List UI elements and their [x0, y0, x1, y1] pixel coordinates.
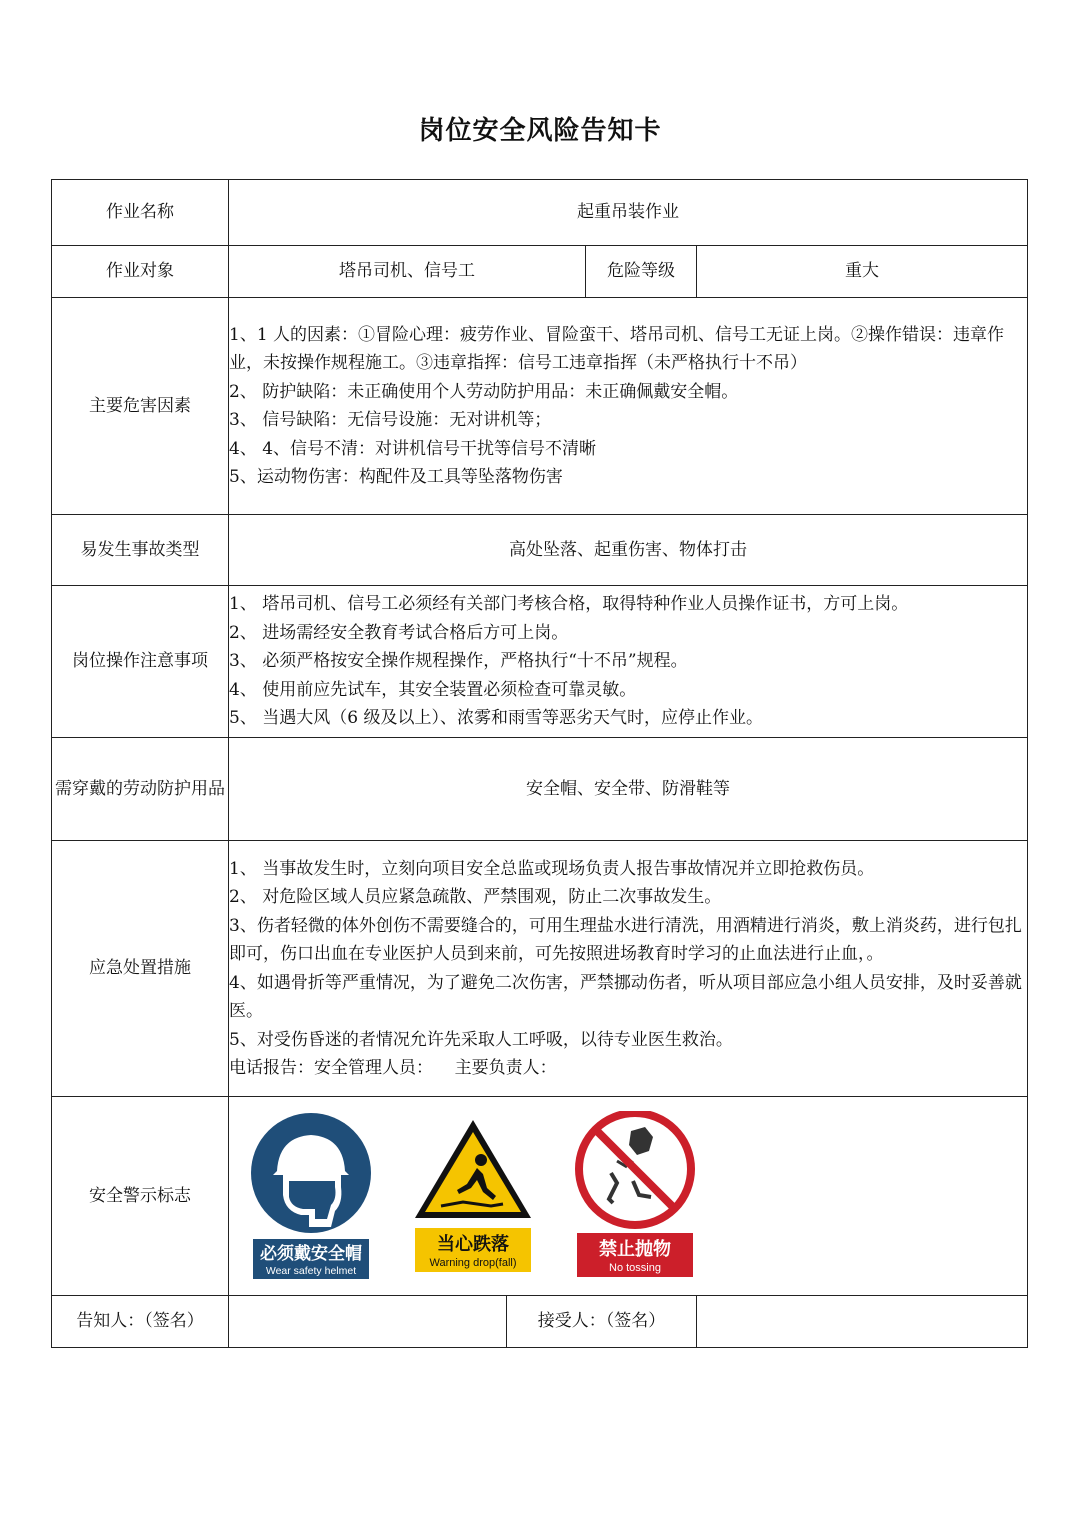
emergency-line: 3、伤者轻微的体外创伤不需要缝合的，可用生理盐水进行清洗，用酒精进行消炎，敷上消炎药，进行包扎即可，伤口出血在专业医护人员到来前，可先按照进场教育时学习的止血法进行止血，。: [229, 915, 1022, 964]
sign-label-en: Warning drop(fall): [429, 1257, 517, 1269]
job-name-value: 起重吊装作业: [229, 180, 1028, 246]
signs-label: 安全警示标志: [52, 1097, 229, 1296]
row-job-name: [52, 180, 1028, 246]
sign-no-tossing: [573, 1111, 697, 1281]
sign-label-cn: 当心跌落: [437, 1234, 509, 1255]
row-ppe: [52, 738, 1028, 841]
hazards-content: [229, 298, 1028, 515]
helmet-mandatory-icon: [249, 1111, 373, 1281]
emergency-content: [229, 841, 1028, 1097]
risk-level-label: 危险等级: [586, 246, 697, 298]
emergency-line: 2、 对危险区域人员应紧急疏散、严禁围观，防止二次事故发生。: [229, 887, 722, 907]
precaution-line: 4、 使用前应先试车，其安全装置必须检查可靠灵敏。: [229, 679, 637, 700]
sign-label-cn: 必须戴安全帽: [260, 1244, 362, 1264]
sign-warning-fall: [411, 1116, 535, 1276]
row-emergency: [52, 841, 1028, 1097]
precautions-label: 岗位操作注意事项: [52, 586, 229, 738]
row-job-target: [52, 246, 1028, 298]
ppe-value: 安全帽、安全带、防滑鞋等: [229, 738, 1028, 841]
receiver-label: 接受人：（签名）: [507, 1296, 697, 1348]
job-name-label: 作业名称: [52, 180, 229, 246]
emergency-label: 应急处置措施: [52, 841, 229, 1097]
accidents-label: 易发生事故类型: [52, 515, 229, 586]
fall-warning-icon: [411, 1116, 535, 1276]
emergency-line: 5、对受伤昏迷的者情况允许先采取人工呼吸，以待专业医生救治。: [229, 1029, 733, 1050]
emergency-line: 4、如遇骨折等严重情况，为了避免二次伤害，严禁挪动伤者，听从项目部应急小组人员安排，及时妥善就医。: [229, 972, 1022, 1021]
emergency-line: 1、 当事故发生时，立刻向项目安全总监或现场负责人报告事故情况并立即抢救伤员。: [229, 858, 875, 879]
page-title: 岗位安全风险告知卡: [418, 116, 662, 146]
job-target-value: 塔吊司机、信号工: [229, 246, 586, 298]
hazard-line: 4、 4、信号不清：对讲机信号干扰等信号不清晰: [229, 438, 597, 459]
sign-label-cn: 禁止抛物: [599, 1239, 671, 1260]
hazards-label: 主要危害因素: [52, 298, 229, 515]
receiver-signature-field[interactable]: [697, 1296, 1028, 1348]
precaution-line: 2、 进场需经安全教育考试合格后方可上岗。: [229, 622, 569, 643]
sign-wear-helmet: [249, 1111, 373, 1281]
row-signs: [52, 1097, 1028, 1296]
precautions-content: [229, 586, 1028, 738]
notifier-signature-field[interactable]: [229, 1296, 507, 1348]
emergency-line: 电话报告：安全管理人员： 主要负责人：: [229, 1058, 557, 1078]
ppe-label: 需穿戴的劳动防护用品: [52, 738, 229, 841]
hazard-line: 5、运动物伤害：构配件及工具等坠落物伤害: [229, 467, 563, 487]
precaution-line: 1、 塔吊司机、信号工必须经有关部门考核合格，取得特种作业人员操作证书，方可上岗。: [229, 594, 909, 615]
accidents-value: 高处坠落、起重伤害、物体打击: [229, 515, 1028, 586]
precaution-line: 3、 必须严格按安全操作规程操作，严格执行“十不吊”规程。: [229, 651, 688, 672]
risk-level-value: 重大: [697, 246, 1028, 298]
row-precautions: [52, 586, 1028, 738]
signs-content: [229, 1097, 1028, 1296]
job-target-label: 作业对象: [52, 246, 229, 298]
hazard-line: 3、 信号缺陷：无信号设施：无对讲机等；: [229, 410, 552, 430]
no-tossing-icon: [573, 1111, 697, 1281]
sign-label-en: Wear safety helmet: [265, 1265, 357, 1277]
hazard-line: 2、 防护缺陷：未正确使用个人劳动防护用品：未正确佩戴安全帽。: [229, 381, 739, 402]
risk-notice-table: [51, 179, 1028, 1348]
notifier-label: 告知人：（签名）: [52, 1296, 229, 1348]
row-accidents: [52, 515, 1028, 586]
sign-label-en: No tossing: [609, 1262, 661, 1274]
row-signature: [52, 1296, 1028, 1348]
precaution-line: 5、 当遇大风（6 级及以上）、浓雾和雨雪等恶劣天气时，应停止作业。: [229, 708, 763, 729]
row-hazards: [52, 298, 1028, 515]
hazard-line: 1、1 人的因素：①冒险心理：疲劳作业、冒险蛮干、塔吊司机、信号工无证上岗。②操作错误：违章作业，未按操作规程施工。③违章指挥：信号工违章指挥（未严格执行十不吊）: [229, 324, 1005, 373]
